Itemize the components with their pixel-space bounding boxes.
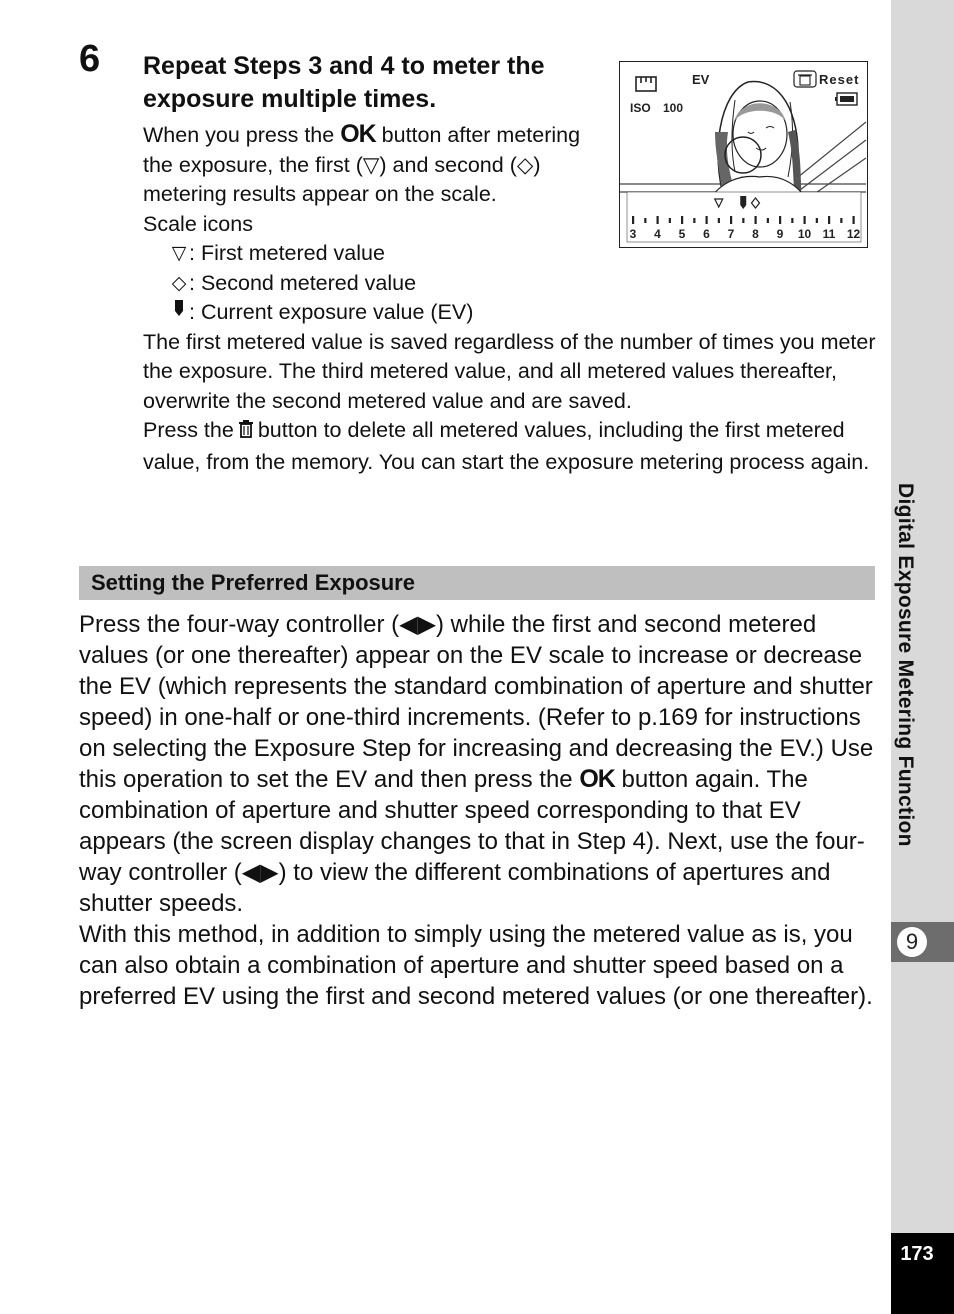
page-number: 173 xyxy=(900,1243,934,1265)
ev-scale-number: 11 xyxy=(822,227,836,241)
battery-icon xyxy=(835,93,857,105)
section-body xyxy=(79,609,875,1012)
ev-scale-number: 3 xyxy=(629,227,637,241)
scale-icons-heading: Scale icons xyxy=(143,211,253,236)
delete-text-a: Press the xyxy=(143,418,234,442)
delete-paragraph xyxy=(143,416,883,477)
chapter-side-tab xyxy=(891,0,954,1314)
ev-scale-number: 8 xyxy=(752,227,759,241)
ev-scale-number: 7 xyxy=(727,227,735,241)
reset-label: Reset xyxy=(819,72,860,87)
diamond-outline-icon: ◇ xyxy=(171,272,187,294)
page-number-box xyxy=(891,1233,954,1314)
iso-label: ISO xyxy=(630,101,651,115)
saved-paragraph: The first metered value is saved regardless of the number of times you meter the exposure. The third metered value, and all metered values thereafter, overwrite the second metered value and are saved. xyxy=(143,329,876,413)
scale-icon-current xyxy=(143,298,883,328)
chapter-title: Digital Exposure Metering Function xyxy=(894,483,917,847)
section-header xyxy=(79,566,875,600)
step-intro xyxy=(143,120,603,210)
ev-scale-number: 9 xyxy=(776,227,784,241)
triangle-down-outline-icon: ▽ xyxy=(171,243,187,264)
scale-icon-current-label: : Current exposure value (EV) xyxy=(189,300,474,324)
scale-icon-first-label: : First metered value xyxy=(189,241,385,265)
scale-icon-second-label: : Second metered value xyxy=(189,270,417,295)
ev-scale-number: 6 xyxy=(703,227,710,241)
ev-scale-number: 5 xyxy=(678,227,686,241)
iso-value: 100 xyxy=(663,101,684,115)
scale-icon-second xyxy=(143,269,883,299)
step-number: 6 xyxy=(79,38,101,80)
ev-scale-number: 4 xyxy=(654,227,661,241)
section-p1-a: Press the four-way controller (◀▶) while the first and second metered values (or one thereafter) appear on the EV scale to increase or decrease the EV (which represents the standard combination of aperture and shutter speed) in one-half or one-third increments. (Refer to p.169 for instructions on selecting the Exposure Step for increasing and decreasing the EV.) Use this operation to set the EV and then press the xyxy=(79,611,874,793)
step-title: Repeat Steps 3 and 4 to meter the exposure multiple times. xyxy=(143,52,545,113)
ev-scale-number: 10 xyxy=(797,227,812,241)
section-paragraph-2: With this method, in addition to simply using the metered value as is, you can also obtain a combination of aperture and shutter speed based on a preferred EV using the first and second metered values (or one thereafter). xyxy=(79,921,873,1010)
trash-icon xyxy=(794,71,816,87)
delete-text-b: button to delete all metered values, including the first metered value, from the memory. You can start the exposure metering process again. xyxy=(143,418,870,474)
intro-text-a: When you press the xyxy=(143,123,341,147)
current-ev-marker-icon xyxy=(169,298,189,328)
trash-icon xyxy=(238,418,254,448)
metering-mode-icon xyxy=(636,77,656,91)
intro-text-b: button after metering the exposure, the first (▽) and second (◇) metering results appear on the scale. xyxy=(143,123,581,206)
ok-button-label: OK xyxy=(579,765,615,793)
ev-scale-number: 12 xyxy=(846,227,861,241)
ok-button-label: OK xyxy=(340,120,376,148)
section-p1-b: button again. The combination of aperture and shutter speed corresponding to that EV appears (the screen display changes to that in Step 4). Next, use the four-way controller (◀▶) to view the different combinations of apertures and shutter speeds. xyxy=(79,766,865,917)
section-paragraph-1 xyxy=(79,609,875,919)
scale-icon-first xyxy=(143,239,883,269)
ev-label: EV xyxy=(692,72,710,87)
section-title: Setting the Preferred Exposure xyxy=(91,570,415,595)
chapter-number: 9 xyxy=(897,927,927,957)
